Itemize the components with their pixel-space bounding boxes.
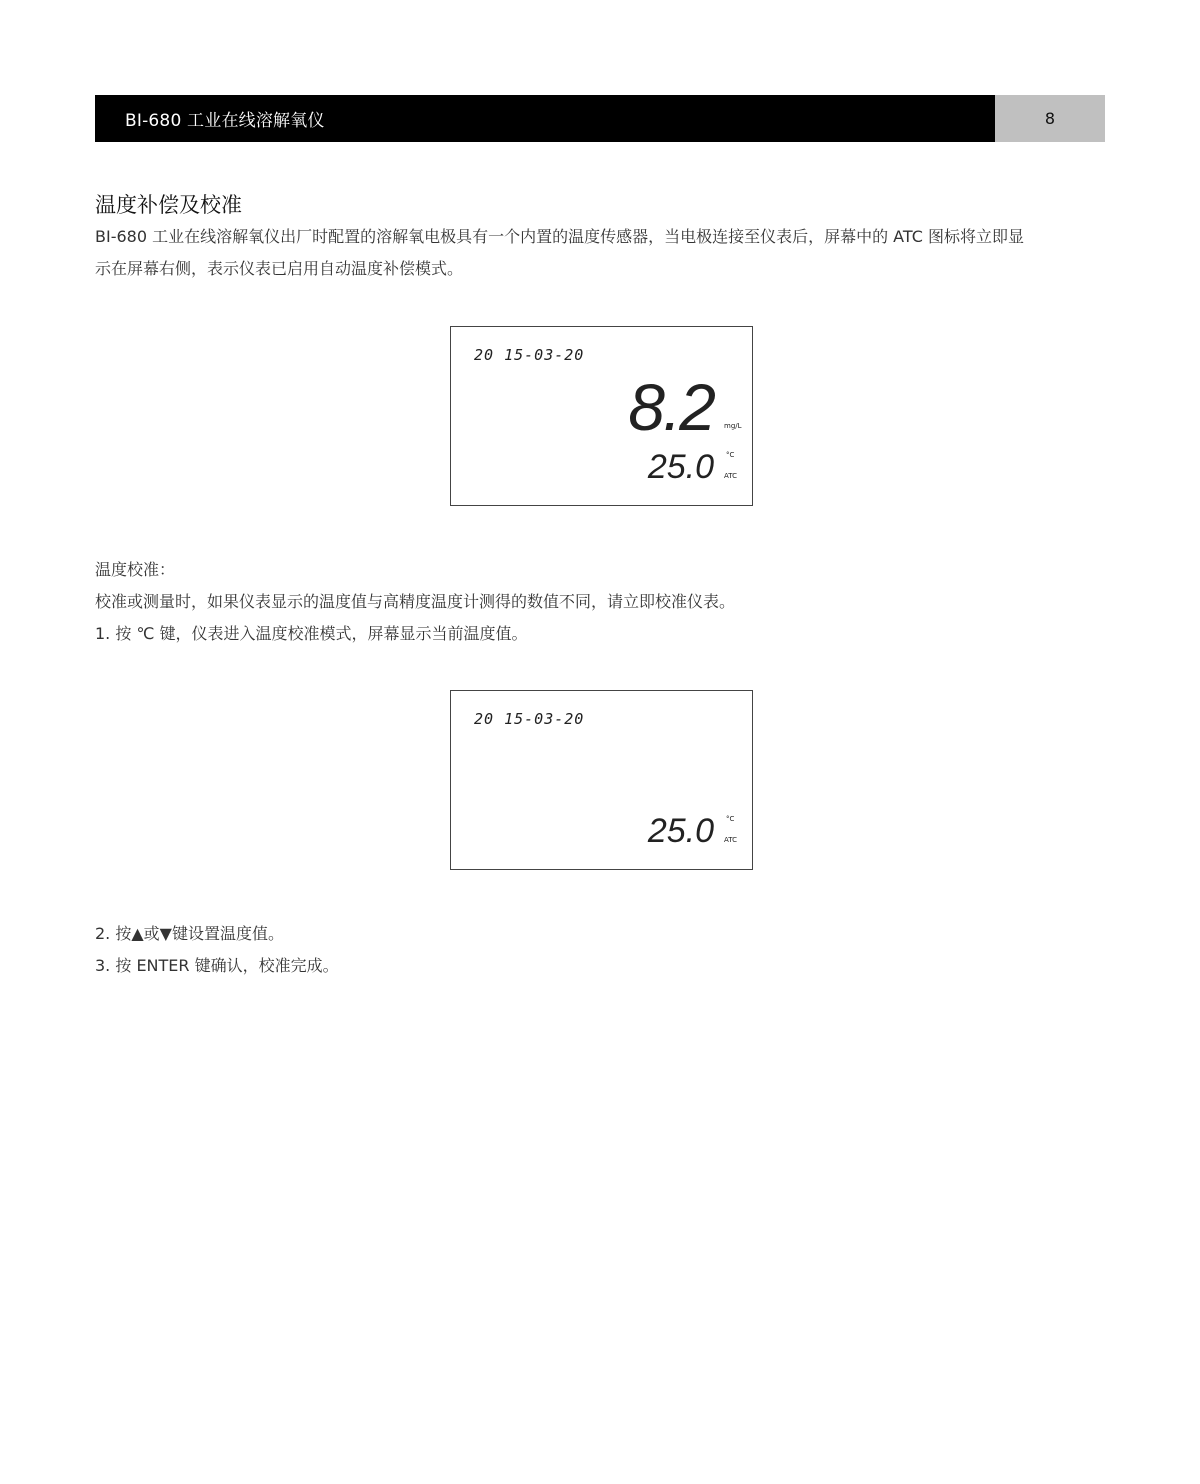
calibration-step-3: 3. 按 ENTER 键确认，校准完成。: [95, 956, 339, 975]
lcd-temp-unit: °C: [726, 815, 735, 823]
lcd-date: 20 15-03-20: [474, 710, 585, 728]
lcd-date: 20 15-03-20: [474, 346, 585, 364]
lcd-atc-label: ATC: [724, 472, 737, 480]
calibration-desc: 校准或测量时，如果仪表显示的温度值与高精度温度计测得的数值不同，请立即校准仪表。: [95, 592, 736, 611]
lcd-display-measurement: [450, 326, 753, 506]
page-number: 8: [1044, 109, 1056, 128]
lcd-temp-unit: °C: [726, 451, 735, 459]
header-title: BI-680 工业在线溶解氧仪: [125, 111, 325, 131]
calibration-steps: [95, 918, 1107, 982]
calibration-step-1: 1. 按 ℃ 键，仪表进入温度校准模式，屏幕显示当前温度值。: [95, 624, 528, 643]
calibration-heading: 温度校准：: [95, 560, 176, 579]
header-bar: [95, 95, 995, 142]
lcd-temp-value: 25.0: [647, 448, 714, 486]
lcd-unit-mgl: mg/L: [724, 422, 742, 430]
intro-line-1: BI-680 工业在线溶解氧仪出厂时配置的溶解氧电极具有一个内置的温度传感器，当电极连接至仪表后，屏幕中的 ATC 图标将立即显: [95, 227, 1024, 246]
calibration-section: [95, 554, 1107, 650]
intro-paragraph: [95, 221, 1107, 285]
calibration-step-2: 2. 按▲或▼键设置温度值。: [95, 924, 284, 943]
lcd-display-calibration: [450, 690, 753, 870]
lcd-do-value: 8.2: [628, 370, 714, 444]
intro-line-2: 示在屏幕右侧，表示仪表已启用自动温度补偿模式。: [95, 259, 464, 278]
section-title: 温度补偿及校准: [95, 193, 242, 217]
lcd-atc-label: ATC: [724, 836, 737, 844]
lcd-temp-value: 25.0: [647, 812, 714, 850]
page-number-box: [995, 95, 1105, 142]
